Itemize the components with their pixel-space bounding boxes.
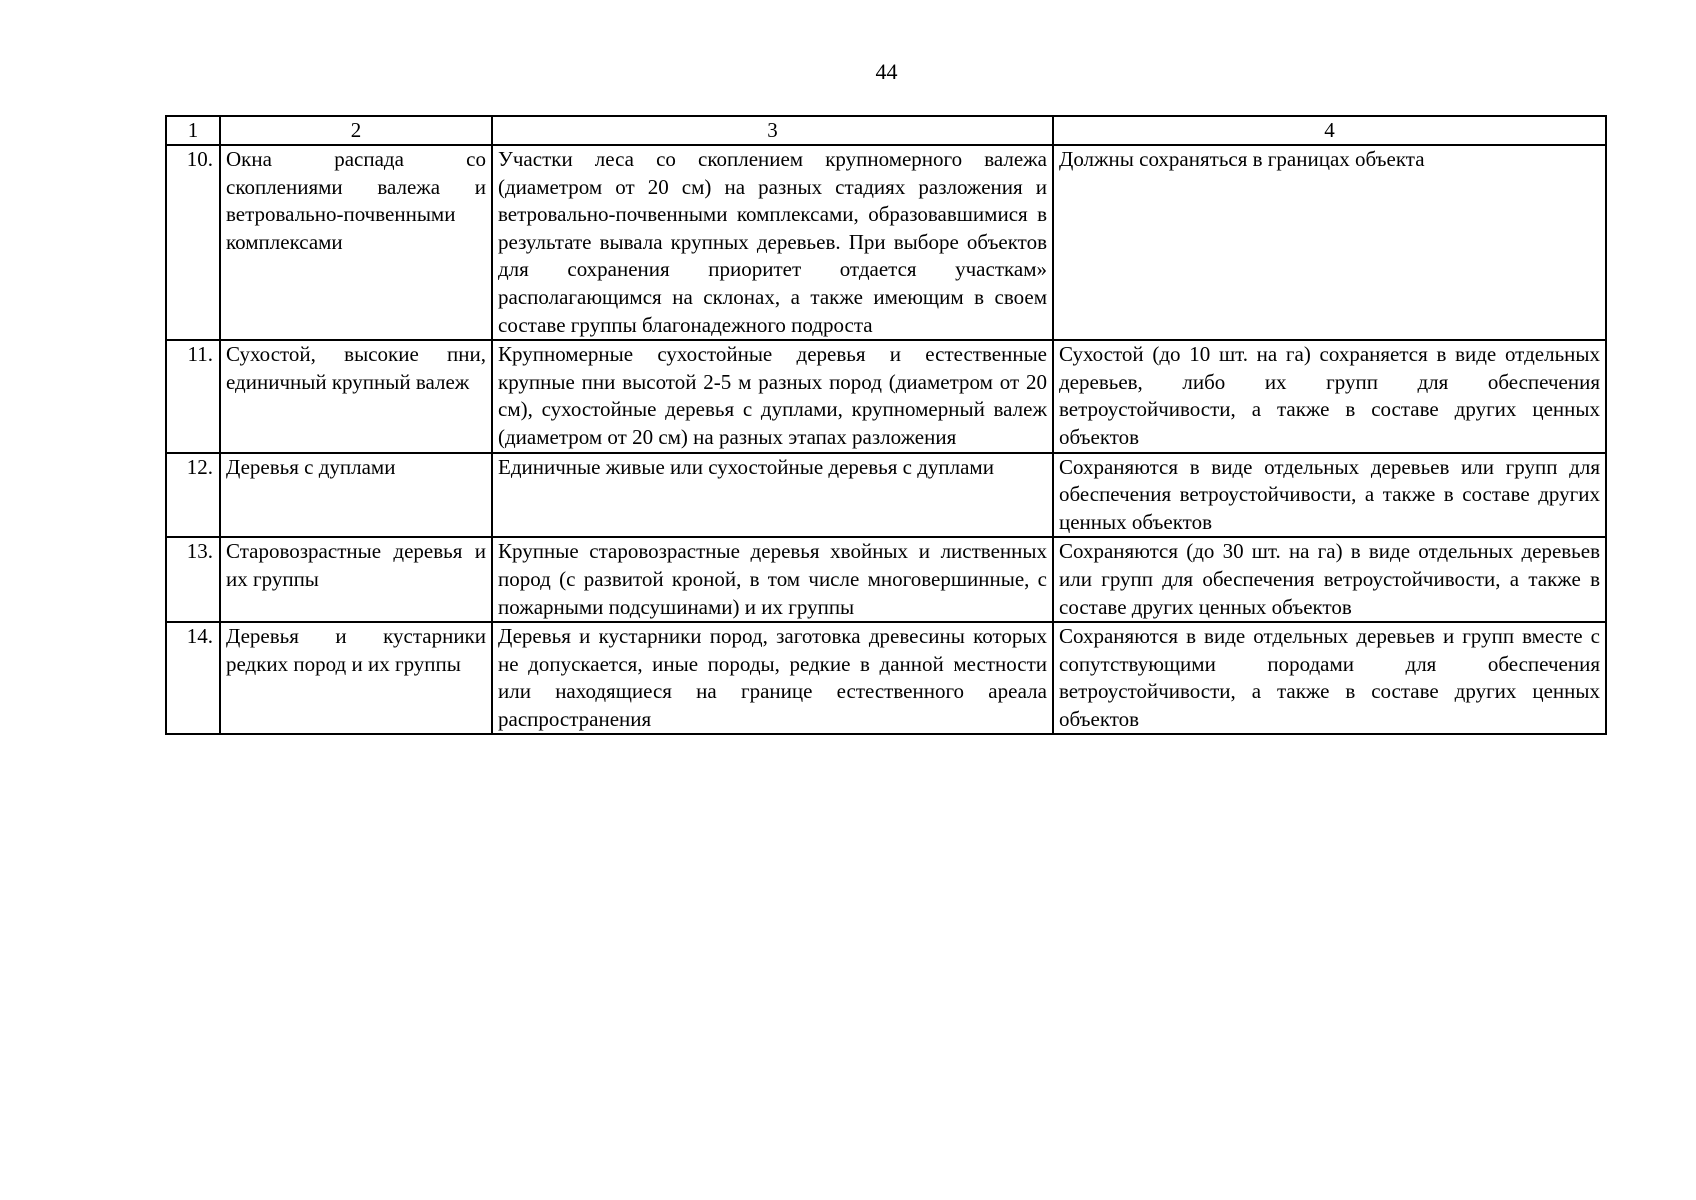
object-name: Окна распада со скоплениями валежа и ветровально-почвенными комплексами	[220, 145, 492, 340]
page-number: 44	[875, 59, 898, 84]
object-description: Крупномерные сухостойные деревья и естественные крупные пни высотой 2-5 м разных пород (диаметром от 20 см), сухостойные деревья с дуплами, крупномерный валеж (диаметром от 20 см) на разных этапах разложения	[492, 340, 1053, 452]
preservation-requirement: Сохраняются (до 30 шт. на га) в виде отдельных деревьев или групп для обеспечения ветроустойчивости, а также в составе других ценных объектов	[1053, 537, 1606, 622]
header-cell-3: 3	[492, 116, 1053, 145]
table-row	[166, 622, 1606, 734]
preservation-requirement: Сохраняются в виде отдельных деревьев и групп вместе с сопутствующими породами для обеспечения ветроустойчивости, а также в составе других ценных объектов	[1053, 622, 1606, 734]
preservation-requirement: Сухостой (до 10 шт. на га) сохраняется в виде отдельных деревьев, либо их групп для обеспечения ветроустойчивости, а также в составе других ценных объектов	[1053, 340, 1606, 452]
object-name: Сухостой, высокие пни, единичный крупный валеж	[220, 340, 492, 452]
row-number: 11.	[166, 340, 220, 452]
object-description: Крупные старовозрастные деревья хвойных и лиственных пород (с развитой кроной, в том числе многовершинные, с пожарными подсушинами) и их группы	[492, 537, 1053, 622]
object-description: Единичные живые или сухостойные деревья с дуплами	[492, 453, 1053, 538]
valuable-objects-table	[165, 115, 1607, 735]
table-row	[166, 537, 1606, 622]
table-row	[166, 145, 1606, 340]
object-name: Старовозрастные деревья и их группы	[220, 537, 492, 622]
object-name: Деревья и кустарники редких пород и их группы	[220, 622, 492, 734]
row-number: 14.	[166, 622, 220, 734]
row-number: 12.	[166, 453, 220, 538]
object-description: Участки леса со скоплением крупномерного валежа (диаметром от 20 см) на разных стадиях разложения и ветровально-почвенными комплексами, образовавшимися в результате вывала крупных деревьев. При выборе объектов для сохранения приоритет отдается участкам» располагающимся на склонах, а также имеющим в своем составе группы благонадежного подроста	[492, 145, 1053, 340]
header-cell-1: 1	[166, 116, 220, 145]
object-description: Деревья и кустарники пород, заготовка древесины которых не допускается, иные породы, редкие в данной местности или находящиеся на границе естественного ареала распространения	[492, 622, 1053, 734]
preservation-requirement: Должны сохраняться в границах объекта	[1053, 145, 1606, 340]
table-header-row	[166, 116, 1606, 145]
table-row	[166, 340, 1606, 452]
preservation-requirement: Сохраняются в виде отдельных деревьев или групп для обеспечения ветроустойчивости, а также в составе других ценных объектов	[1053, 453, 1606, 538]
row-number: 10.	[166, 145, 220, 340]
table-row	[166, 453, 1606, 538]
header-cell-2: 2	[220, 116, 492, 145]
header-cell-4: 4	[1053, 116, 1606, 145]
row-number: 13.	[166, 537, 220, 622]
object-name: Деревья с дуплами	[220, 453, 492, 538]
